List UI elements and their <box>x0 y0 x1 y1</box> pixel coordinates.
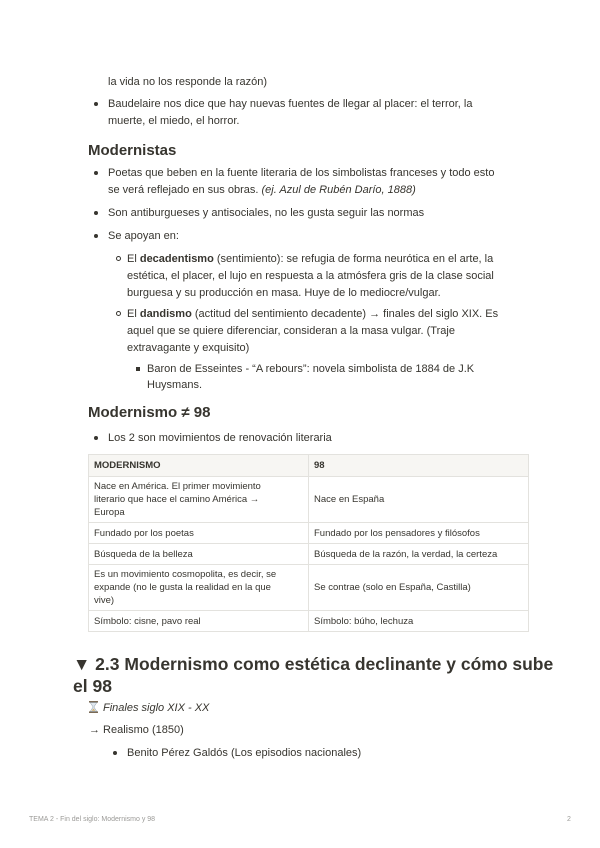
text-line: Huysmans. <box>147 379 203 391</box>
cell-line: expande (no le gusta la realidad en la que <box>94 582 271 593</box>
text-line: Baudelaire nos dice que hay nuevas fuentes de llegar al placer: el terror, la <box>108 98 473 110</box>
bullet-disc <box>94 102 98 106</box>
bullet-disc <box>113 751 117 755</box>
text-line: extravagante y exquisito) <box>127 342 250 354</box>
cell-line: Fundado por los pensadores y filósofos <box>314 527 480 539</box>
bullet-disc <box>94 436 98 440</box>
text-span: El <box>127 308 140 320</box>
table-header-row <box>89 455 529 477</box>
text-line <box>127 251 493 267</box>
column-header: 98 <box>309 455 529 477</box>
cell-line: literario que hace el camino América → <box>94 494 260 505</box>
table-cell <box>89 565 309 611</box>
text-span: El <box>127 253 140 265</box>
cell-line: Símbolo: cisne, pavo real <box>94 615 201 627</box>
bullet-disc <box>94 234 98 238</box>
table-cell <box>89 523 309 544</box>
bullet-disc <box>94 211 98 215</box>
bullet-square <box>136 367 140 371</box>
cell-line: Nace en España <box>314 494 385 505</box>
section-heading-modernismo-98: Modernismo ≠ 98 <box>88 404 211 421</box>
table-cell <box>309 544 529 565</box>
cell-line: Símbolo: búho, lechuza <box>314 615 414 627</box>
table-row <box>89 565 529 611</box>
toggle-heading-2-3[interactable]: ▼ 2.3 Modernismo como estética declinante y cómo sube <box>73 654 554 674</box>
text-line: Finales siglo XIX - XX <box>103 702 210 714</box>
cell-line: Es un movimiento cosmopolita, es decir, se <box>94 569 277 580</box>
table-row <box>89 477 529 523</box>
text-line <box>108 182 416 198</box>
text-line: estética, el placer, el lujo en respuesta a la atmósfera gris de la clase social <box>127 270 494 282</box>
bullet-circle <box>116 311 121 316</box>
text-line: Benito Pérez Galdós (Los episodios nacionales) <box>127 747 362 759</box>
toggle-heading-2-3-continued: el 98 <box>73 676 112 696</box>
cell-line: Europa <box>94 507 125 518</box>
text-line: muerte, el miedo, el horror. <box>108 115 240 127</box>
text-line: burguesa y su producción en masa. Huye de lo mediocre/vulgar. <box>127 287 441 299</box>
table-cell <box>89 477 309 523</box>
page-number: 2 <box>567 816 571 823</box>
cell-line: Se contrae (solo en España, Castilla) <box>314 582 471 593</box>
cell-line: Búsqueda de la belleza <box>94 548 193 560</box>
bullet-circle <box>116 256 121 261</box>
text-line: Se apoyan en: <box>108 230 179 242</box>
hourglass-icon <box>89 701 98 713</box>
cell-line: Nace en América. El primer movimiento <box>94 481 261 492</box>
table-cell <box>309 611 529 632</box>
table-cell <box>309 477 529 523</box>
text-line: Los 2 son movimientos de renovación literaria <box>108 432 332 444</box>
text-line: la vida no los responde la razón) <box>108 76 267 88</box>
cell-line: Búsqueda de la razón, la verdad, la certeza <box>314 548 498 560</box>
text-span: se verá reflejado en sus obras. <box>108 184 262 196</box>
text-line <box>127 306 498 322</box>
section-heading-modernistas: Modernistas <box>88 142 177 159</box>
table-row <box>89 523 529 544</box>
bullet-disc <box>94 171 98 175</box>
text-span: (sentimiento): se refugia de forma neurótica en el arte, la <box>213 253 494 265</box>
text-span: (actitud del sentimiento decadente) → finales del siglo XIX. Es <box>191 308 499 320</box>
table-row <box>89 611 529 632</box>
table-cell <box>89 611 309 632</box>
table-cell <box>309 523 529 544</box>
text-line: Poetas que beben en la fuente literaria de los simbolistas franceses y todo esto <box>108 167 495 179</box>
text-line: → Realismo (1850) <box>89 724 184 736</box>
table-row <box>89 544 529 565</box>
comparison-table <box>88 454 529 632</box>
cell-line: Fundado por los poetas <box>94 527 194 539</box>
term-dandismo: dandismo <box>139 308 192 320</box>
term-decadentismo: decadentismo <box>139 253 214 265</box>
text-line: Baron de Esseintes - “A rebours”: novela simbolista de 1884 de J.K <box>147 363 475 375</box>
text-line: Son antiburgueses y antisociales, no les gusta seguir las normas <box>108 207 425 219</box>
example-italic: (ej. Azul de Rubén Darío, 1888) <box>261 184 416 196</box>
footer-title: TEMA 2 - Fin del siglo: Modernismo y 98 <box>29 816 156 823</box>
table-cell <box>89 544 309 565</box>
table-cell <box>309 565 529 611</box>
column-header: MODERNISMO <box>89 455 309 477</box>
cell-line: vive) <box>94 595 115 606</box>
text-line: aquel que se quiere diferenciar, consideran a la masa vulgar. (Traje <box>127 325 455 337</box>
